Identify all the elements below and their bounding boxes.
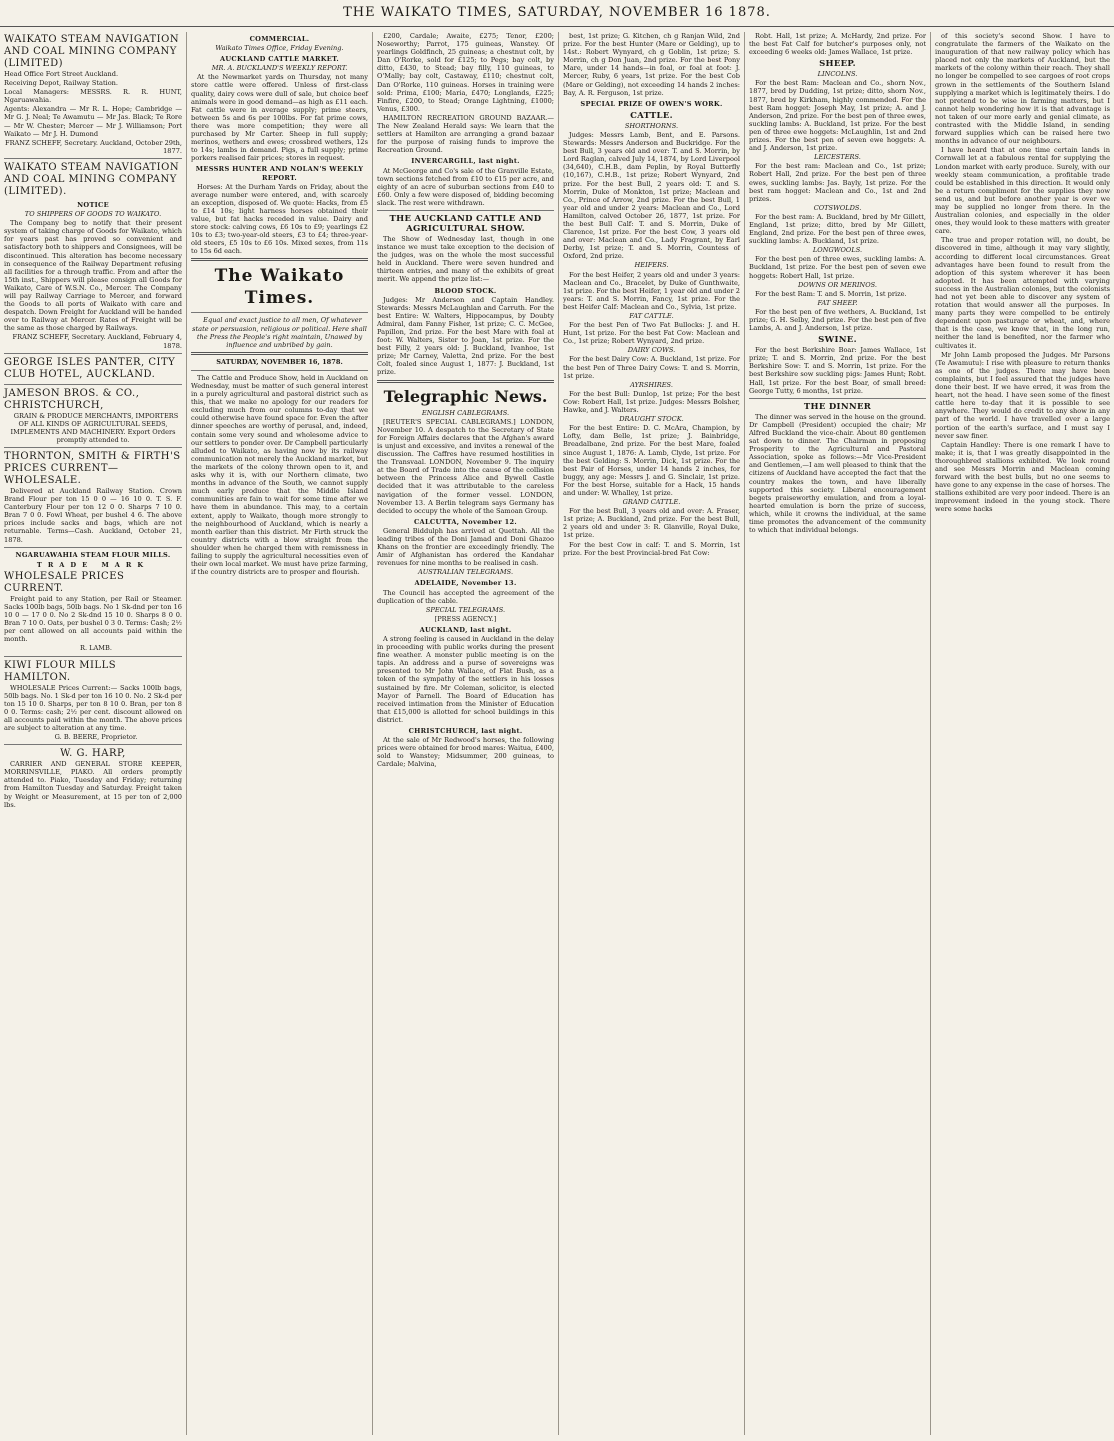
ad-steam-line: Local Managers: MESSRS. R. R. HUNT, Ngaruawahia.	[4, 88, 182, 105]
show-intro: The Show of Wednesday last, though in one instance we must take exception to the decision of the judges, was on the whole the most successful held in Auckland. There were seven hundred and thirteen entries, and many of the exhibits of great merit. We append the prize list:—	[377, 234, 554, 284]
special-prize-heading: SPECIAL PRIZE OF OWEN'S WORK.	[580, 99, 723, 108]
christchurch-body: At the sale of Mr Redwood's horses, the following prices were obtained for brood mares: Waitua, £400, sold to Wanstey; Midsummer, 200 guineas, to Cardale; Malvina,	[377, 736, 554, 769]
fat-cattle-heading: FAT CATTLE.	[629, 312, 674, 320]
cable-heading: ENGLISH CABLEGRAMS.	[421, 408, 510, 417]
ayrshires-heading: AYRSHIRES.	[630, 380, 673, 389]
ad-ngaruawahia-prices-title: WHOLESALE PRICES CURRENT.	[4, 570, 125, 594]
invercargill-heading: INVERCARGILL, last night.	[411, 157, 520, 166]
cable-body: [REUTER'S SPECIAL CABLEGRAMS.] LONDON, November 10. A despatch to the Secretary of State for Foreign Affairs declares that the Afghan's award is unjust and excessive, and invites a renewal of the discussion. The Caffres have resumed hostilities in the Transvaal. LONDON, November 9. The inquiry at the Board of Trade into the cause of the collision between the Princess Alice and Bywell Castle decided that it was attributable to the careless navigation of the former vessel. LONDON, November 13. A Berlin telegram says Germany has decided to occupy the whole of the Samoan Group.	[377, 417, 554, 515]
divider	[4, 158, 182, 159]
cattle-market-heading: AUCKLAND CATTLE MARKET.	[219, 55, 340, 64]
ad-steam-line: Agents: Alexandra — Mr R. L. Hope; Cambridge — Mr G. J. Neal; Te Awamutu — Mr Jas. Black; Te Rore — Mr W. Chester; Mercer — Mr J. Williamson; Port Waikato — Mr J. H. Dumond	[4, 105, 182, 138]
column-sheep-dinner	[744, 32, 930, 1435]
cattle-market-subheading: MR. A. BUCKLAND'S WEEKLY REPORT.	[211, 64, 348, 73]
lincolns-prizes: For the best Ram: Maclean and Co., shorn Nov., 1877, bred by Dudding, 1st prize; ditto, shorn Nov., 1877, bred by Kirkham, highly commended. For the best Ram hogget: Joseph May, 1st prize; A. and J. Anderson, 2nd prize. For the best pen of three ewes, suckling lambs: A. Buckland, 1st prize. For the best pen of three ewe hoggets: McLaughlin, 1st and 2nd prizes. For the best pen of seven ewe hoggets: A. and J. Anderson, 1st prize.	[749, 79, 926, 153]
special-telegrams-heading: SPECIAL TELEGRAMS.	[425, 605, 506, 614]
ad-steam-navigation-title: WAIKATO STEAM NAVIGATION AND COAL MINING COMPANY (LIMITED)	[4, 34, 180, 69]
commercial-heading: COMMERCIAL.	[249, 35, 310, 43]
ad-steam-navigation-2-title: WAIKATO STEAM NAVIGATION AND COAL MINING COMPANY (LIMITED).	[4, 161, 180, 197]
cotswolds-prizes: For the best ram: A. Buckland, bred by Mr Gillett, England, 1st prize; ditto, bred by Mr Gillett, England, 2nd prize. For the best pen of three ewes, suckling lambs: A. Buckland, 1st prize.	[749, 212, 926, 246]
speech-paragraph: Captain Handley: There is one remark I have to make; it is, that I was greatly disappointed in the thoroughbred stallions exhibited. We look round and see Messrs Morrin and Maclean coming forward with the best bulls, but no one seems to have gone to any expense in the case of horses. The stallions exhibited are very poor indeed. There is an improvement indeed in the young stock. There were some hacks	[935, 440, 1110, 514]
calcutta-body: General Biddulph has arrived at Quettah. All the leading tribes of the Doni Jamad and Doni Ghazoo Khans on the frontier are exceedingly friendly. The Amir of Afghanistan has ordered the Kandahar revenues for nine months to be realised in cash.	[377, 526, 554, 568]
masthead: THE WAIKATO TIMES, SATURDAY, NOVEMBER 16 1878.	[0, 0, 1114, 27]
notice-subheading: TO SHIPPERS OF GOODS TO WAIKATO.	[24, 210, 162, 219]
leicesters-heading: LEICESTERS.	[814, 153, 861, 162]
blood-stock-prizes: Judges: Mr Anderson and Captain Handley. Stewards: Messrs McLaughlan and Carruth. For the best Entire: W. Walters, Hippocampus, by Doubty Admiral, dam Fanny Fisher, 1st prize; C. C. McGee, Papillon, 2nd prize. For the best Mare with foal at foot: W. Walters, Sister to Joan, 1st prize. For the best Filly, 2 years old: J. Buckland, Ivanhoe, 1st prize; Mr Carney, Valetta, 2nd prize. For the best Colt, foaled since August 1, 1877: J. Buckland, 1st prize.	[377, 295, 554, 377]
downs-prizes: For the best Ram: T. and S. Morrin, 1st prize.	[755, 289, 907, 298]
heifers-prizes: For the best Heifer, 2 years old and under 3 years: Maclean and Co., Bracelet, by Duke of Gunthwaite, 1st prize. For the best Heifer, 1 year old and under 2 years: T. and S. Morrin, Fancy, 1st prize. For the best Heifer Calf: Maclean and Co., Sylvia, 1st prize.	[563, 270, 740, 311]
horse-report-body: Horses: At the Durham Yards on Friday, about the average number were entered, and, with scarcely an exception, disposed of. We quote: Hacks, from £5 to £14 10s; light harness horses obtained their value, but fat hacks receded in value. Dairy and store stock: calving cows, £6 10s to £9; yearlings £2 10s to £3; two-year-old steers, £3 to £4; three-year-old steers, £5 10s to £6 10s. Mixed sexes, from 11s to 15s 6d each.	[191, 182, 368, 256]
cattle-market-report: At the Newmarket yards on Thursday, not many store cattle were offered. Unless of first-class quality, dairy cows were dull of sale, but choice beef animals were in good demand—as high as £11 each. Fat cattle were in average supply; prime steers, between 5s and 6s per 100lbs. For fat prime cows, there was more competition; they were all purchased by Mr Carter. Sheep in full supply; merinos, wethers and ewes; crossbred wethers, 12s to 14s; lambs in demand. Pigs, a full supply; prime porkers realised fair prices; stores in request.	[191, 73, 368, 163]
notice-heading: NOTICE	[77, 200, 109, 209]
draught-stock-heading: DRAUGHT STOCK.	[619, 415, 684, 424]
speech-paragraph: of this society's second Show. I have to congratulate the farmers of the Waikato on the inauguration of that new railway policy which has placed not only the markets of Auckland, but the markets of the colony within their reach. They shall no longer be compelled to see cargoes of root crops grown in the settlements of the Southern Island supplying a market which is legitimately theirs. I do not pretend to be wise in farming matters, but I cannot help wondering how it is that advantage is not taken of our more early and genial climate, as contrasted with the Middle Island, in sending forward supplies which can be raised here two months in advance of our neighbours.	[935, 32, 1110, 146]
adelaide-body: The Council has accepted the agreement of the duplication of the cable.	[377, 588, 554, 605]
ad-thornton-title: THORNTON, SMITH & FIRTH'S PRICES CURRENT—WHOLESALE.	[4, 451, 181, 486]
fat-calf-prizes: Robt. Hall, 1st prize; A. McHardy, 2nd prize. For the best Fat Calf for butcher's purposes only, not exceeding 6 weeks old: James Wallace, 1st prize.	[749, 32, 926, 57]
fat-sheep-heading: FAT SHEEP.	[817, 298, 858, 307]
ad-ngaruawahia-sign: R. LAMB.	[80, 644, 112, 653]
paper-title: The Waikato Times.	[214, 266, 345, 309]
draught-stock-prizes: For the best Entire: D. C. McAra, Champion, by Lofty, dam Belle, 1st prize; J. Bainbridge, Breadalbane, 2nd prize. For the best Mare, foaled since August 1, 1876: A. Lamb, Clyde, 1st prize. For the best Gelding: S. Morrin, Dick, 1st prize. For the best Pair of Horses, under 14 hands 2 inches, for buggy, any age: Messrs J. and G. Sinclair, 1st prize. For the best Horse, suitable for a Hack, 15 hands and under: W. Whalley, 1st prize.	[563, 424, 740, 497]
ad-harp-body: CARRIER AND GENERAL STORE KEEPER, MORRINSVILLE, PIAKO. All orders promptly attended to. Piako, Tuesday and Friday; returning from Hamilton Tuesday and Saturday. Freight taken by Weight or Measurement, at 15 per ton of 2,000 lbs.	[4, 760, 182, 809]
divider	[4, 447, 182, 448]
ad-ngaruawahia-prices: Freight paid to any Station, per Rail or Steamer. Sacks 100lb bags, 50lb bags. No 1 Sk-dnd per ton 16 10 0 — 17 0 0. No 2 Sk-dnd 15 10 0. Sharps 8 0 0. Bran 7 10 0. Oats, per bushel 0 3 0. Terms: Cash; 2½ per cent allowed on all accounts paid within the month.	[4, 594, 182, 644]
auckland-body: A strong feeling is caused in Auckland in the delay in proceeding with public works during the present fine weather. A monster public meeting is on the tapis. An address and a purse of sovereigns was presented to Mr John Wallace, of Flat Bush, as a token of the sympathy of the settlers in his losses sustained by fire. Mr Coleman, solicitor, is elected Mayor of Parnell. The Board of Education has received intimation from the Minister of Education that £15,000 is allotted for school buildings in this district.	[377, 635, 554, 724]
ad-ngaruawahia-title: NGARUAWAHIA STEAM FLOUR MILLS.	[15, 550, 171, 559]
dinner-heading: THE DINNER	[803, 401, 872, 412]
grand-cattle-prizes: For the best Bull, 3 years old and over: A. Fraser, 1st prize; A. Buckland, 2nd prize. For the best Bull, 2 years old and under 3: R. Glanville, Royal Duke, 1st prize.	[563, 507, 740, 540]
hamilton-bazaar: HAMILTON RECREATION GROUND BAZAAR.—The New Zealand Herald says: We learn that the settlers at Hamilton are arranging a grand bazaar for the purpose of raising funds to improve the Recreation Ground.	[377, 113, 554, 155]
divider	[191, 312, 368, 313]
swine-prizes: For the best Berkshire Boar: James Wallace, 1st prize; T. and S. Morrin, 2nd prize. For the best Berkshire Sow: T. and S. Morrin, 1st prize. For the best Berkshire sow suckling pigs: James Hunt; Robt. Hall, 1st prize. For the best Boar, of small breed: George Tutty, 6 months, 1st prize.	[749, 346, 926, 395]
ad-thornton-body: Delivered at Auckland Railway Station. Crown Brand Flour per ton 15 0 0 — 16 10 0. T. S. F. Canterbury Flour per ton 12 0 0. Sharps 7 10 0. Bran 7 0 0. Fowl Wheat, per bushel 4 6. The above prices include sacks and bags, which are not returnable. Terms—Cash. Auckland, October 21, 1878.	[4, 487, 182, 544]
editorial-body: The Cattle and Produce Show, held in Auckland on Wednesday, must be matter of such general interest in a purely agricultural and pastoral district such as this, that we make no apology for our readers for excluding much from our columns to-day that we could otherwise have found space for. Even the after dinner speeches are worthy of perusal, and, indeed, contain some very sound and wholesome advice to our settlers to ponder over. Dr Campbell particularly alluded to Waikato, as having now by its railway communication not merely the Auckland market, but the markets of the colony thrown open to it, and asks why it is, with our Northern climate, two months in advance of the South, we cannot supply much early produce that the Middle Island communities are fain to wait for some time after we have them in abundance. This may, to a certain extent, apply to Waikato, though more strongly to the neighbourhood of Auckland, which is nearly a month earlier than this district. Mr Firth struck the country districts with a blow straight from the shoulder when he charged them with remissness in failing to supply the agricultural necessities even of their own local market. We must have prize farming, if the country districts are to prosper and flourish.	[191, 373, 368, 577]
blood-stock-heading: BLOOD STOCK.	[434, 286, 497, 295]
divider	[191, 370, 368, 371]
cattle-prizes: Judges: Messrs Lamb, Bent, and E. Parsons. Stewards: Messrs Anderson and Buckridge. For the best Bull, 3 years old and over: T. and S. Morrin, by Lord Raglan, calved July 14, 1874, by Lord Liverpool (34,640), C.H.B., dam Peplin, by Royal Butterfly (10,167), C.H.B., 1st prize; Robert Wynyard, 2nd prize. For the best Bull, 2 years old: T. and S. Morrin, Duke of Monkton, 1st prize; Maclean and Co., Prince of Arrow, 2nd prize. For the best Bull, 1 year old and under 2 years: Maclean and Co., Lord Hamilton, calved October 26, 1877, 1st prize. For the best Bull Calf: T. and S. Morrin, Duke of Clarence, 1st prize. For the best Cow, 3 years old and over: Maclean and Co., Lady Fragrant, by Earl Derby, 1st prize; T. and S. Morrin, Countess of Oxford, 2nd prize.	[563, 130, 741, 261]
invercargill-body: At McGeorge and Co's sale of the Granville Estate, town sections fetched from £10 to £15 per acre, and eighty of an acre of suburban sections from £40 to £60. Only a few were disposed of, bidding becoming slack. The rest were withdrawn.	[377, 166, 554, 207]
longwools-heading: LONGWOOLS.	[812, 246, 863, 255]
notice-body: The Company beg to notify that their present system of taking charge of Goods for Waikato, which for years past has proved so convenient and satisfactory both to shippers and Consignees, will be discontinued. This alteration has become necessary in consequence of the Railway Department refusing all facilities for a through traffic. From and after the 15th inst., Shippers will please consign all Goods for Waikato, Care of W.S.N. Co., Mercer. The Company will pay Railway Carriage to Mercer, and forward the Goods to all ports of Waikato with care and despatch. Down Freight for Auckland will be handed over to Railway at Mercer. Rates of Freight will be the same as those charged by Railways.	[4, 219, 182, 333]
fat-sheep-prizes: For the best pen of five wethers, A. Buckland, 1st prize; G. H. Selby, 2nd prize. For the best pen of five Lambs, A. and J. Anderson, 1st prize.	[749, 307, 926, 333]
prize-list-continued: best, 1st prize; G. Kitchen, ch g Ranjan Wild, 2nd prize. For the best Hunter (Mare or Gelding), up to 14st.: Robert Wynyard, ch g Goblin, 1st prize; S. Morrin, ch g Don Juan, 2nd prize. For the best Pony Mare, under 14 hands—in foal, or foal at foot: J. Mercer, Ruby, 6 years, 1st prize. For the best Cob (Mare or Gelding), not exceeding 14 hands 2 inches: Bay, A. R. Ferguson, 1st prize.	[563, 32, 740, 97]
divider	[4, 656, 182, 657]
horse-report-heading: MESSRS HUNTER AND NOLAN'S WEEKLY REPORT.	[195, 165, 364, 182]
christchurch-heading: CHRISTCHURCH, last night.	[408, 727, 523, 736]
australian-telegrams-heading: AUSTRALIAN TELEGRAMS.	[417, 568, 514, 577]
press-agency-label: [PRESS AGENCY.]	[434, 614, 497, 623]
divider	[4, 353, 182, 354]
ad-steam-line: Receiving Depot, Railway Station.	[4, 79, 119, 88]
divider	[377, 210, 554, 211]
column-commercial-editorial	[186, 32, 372, 1435]
divider	[4, 744, 182, 745]
dinner-report: The dinner was served in the house on the ground. Dr Campbell (President) occupied the chair; Mr Alfred Buckland the vice-chair. About 80 gentlemen sat down to dinner. The Chairman in proposing Prosperity to the Agricultural and Pastoral Association, spoke as follows:—Mr Vice-President and Gentlemen,—I am well pleased to think that the citizens of Auckland have accepted the fact that the country makes the town, and have liberally supported this society. Liberal encouragement begets praiseworthy emulation, and from a loyal-hearted emulation is born the prize of success, which, while it crowns the individual, at the same time promotes the advancement of the community to which that individual belongs.	[749, 412, 926, 535]
divider	[377, 380, 554, 383]
ad-kiwi-body: WHOLESALE Prices Current:— Sacks 100lb bags, 50lb bags. No. 1 Sk-d per ton 16 10 0. No. 2 Sk-d per ton 15 10 0. Sharps, per ton 8 10 0. Bran, per ton 8 0 0. Terms: cash; 2½ per cent. discount allowed on all accounts paid within the month. The above prices are subject to alteration at any time.	[4, 683, 182, 732]
auction-report: £200, Cardale; Awaite, £275; Tenor, £200; Noseworthy; Parrot, 175 guineas, Wanstey. Of yearlings Goldfinch, 25 guineas; a chestnut colt, by Dan O'Rorke, sold for £125; to Pegs; bay colt, by ditto, £430, to Stead; bay filly, 110 guineas, to O'Mally; bay colt, Castaway, £110; chestnut colt, Dan O'Rorke, 110 guineas. Horses in training were sold: Prima, £100; Maria, £470; Longlands, £225; Finfire, £200, to Stead; Orange Lightning, £1000; Venus, £300.	[377, 32, 554, 113]
divider	[4, 547, 182, 548]
dairy-cows-prizes: For the best Dairy Cow: A. Buckland, 1st prize. For the best Pen of Three Dairy Cows: T. and S. Morrin, 1st prize.	[563, 355, 740, 380]
commercial-subheading: Waikato Times Office, Friday Evening.	[215, 44, 344, 53]
divider	[749, 398, 926, 399]
notice-signature: FRANZ SCHEFF, Secretary. Auckland, February 4, 1878.	[12, 333, 182, 350]
ad-kiwi-title: KIWI FLOUR MILLS HAMILTON.	[4, 659, 117, 683]
divider	[191, 352, 368, 355]
column-telegraphic-news	[372, 32, 558, 1435]
lincolns-heading: LINCOLNS.	[817, 70, 858, 79]
trade-mark-label: TRADE MARK	[36, 560, 150, 569]
adelaide-heading: ADELAIDE, November 13.	[414, 579, 517, 588]
show-heading: THE AUCKLAND CATTLE AND AGRICULTURAL SHOW.	[389, 213, 542, 234]
ad-steam-line: Head Office Fort Street Auckland.	[4, 70, 119, 78]
fat-cattle-prizes: For the best Pen of Two Fat Bullocks: J. and H. Hunt, 1st prize. For the best Fat Cow: Maclean and Co., 1st prize; Robert Wynyard, 2nd prize.	[563, 321, 740, 346]
column-speeches	[930, 32, 1114, 1435]
column-advertisements	[0, 32, 186, 1435]
issue-date: SATURDAY, NOVEMBER 16, 1878.	[216, 357, 343, 366]
swine-heading: SWINE.	[818, 335, 857, 346]
longwools-prizes: For the best pen of three ewes, suckling lambs: A. Buckland, 1st prize. For the best pen of seven ewe hoggets: Robert Hall, 1st prize.	[749, 255, 926, 280]
ad-harp-title: W. G. HARP,	[60, 748, 126, 760]
cow-prizes: For the best Cow in calf: T. and S. Morrin, 1st prize. For the best Provincial-bred Fat Cow:	[563, 540, 740, 557]
speech-paragraph: Mr John Lamb proposed the Judges. Mr Parsons (Te Awamutu): I rise with pleasure to return thanks as one of the judges. There may have been complaints, but I feel assured that the judges have done their best. If we have erred, it was from the heart, not the head. I have seen some of the finest cattle here to-day that it is possible to see anywhere. They would do credit to any show in any part of the world. I have travelled over a large portion of the earth's surface, and I must say I never saw finer.	[935, 350, 1110, 440]
calcutta-heading: CALCUTTA, November 12.	[414, 517, 517, 526]
ad-steam-line: FRANZ SCHEFF, Secretary. Auckland, October 29th, 1877.	[5, 138, 182, 155]
leicesters-prizes: For the best ram: Maclean and Co., 1st prize; Robert Hall, 2nd prize. For the best pen of three ewes, suckling lambs: Jas. Bayly, 1st prize. For the best ram hogget: Maclean and Co., 1st and 2nd prizes.	[749, 162, 926, 203]
ad-hotel-title: GEORGE ISLES PANTER, CITY CLUB HOTEL, AUCKLAND.	[4, 356, 176, 380]
ayrshires-prizes: For the best Bull: Dunlop, 1st prize; For the best Cow: Robert Hall, 1st prize. Judges: Messrs Bolsher, Hawke, and J. Walters.	[563, 389, 740, 415]
ad-jameson-body: GRAIN & PRODUCE MERCHANTS, IMPORTERS OF ALL KINDS OF AGRICULTURAL SEEDS, IMPLEMENTS AND MACHINERY. Export Orders promptly attended to.	[10, 411, 179, 444]
cattle-heading: CATTLE.	[630, 110, 673, 121]
auckland-heading: AUCKLAND, last night.	[419, 625, 512, 634]
speech-paragraph: The true and proper rotation will, no doubt, be discovered in time, although it may vary slightly, according to different local circumstances. Great advantages have been found to result from the adoption of this system wherever it has been adopted. It has been attempted with varying success in the Australian colonies, but the colonists had not yet been able to discover any system of rotation that would answer all the purposes. In many parts they were compelled to be entirely dependent upon pasturage or wheat, and, where that is the case, we know that, in the long run, neither the land is benefited, nor the farmer who cultivates it.	[935, 236, 1110, 350]
cotswolds-heading: COTSWOLDS.	[813, 203, 862, 212]
ad-kiwi-sign: G. B. BEERE, Proprietor.	[54, 733, 138, 742]
divider	[191, 258, 368, 261]
telegraphic-news-title: Telegraphic News.	[383, 386, 548, 406]
grand-cattle-heading: GRAND CATTLE.	[622, 498, 681, 507]
dairy-cows-heading: DAIRY COWS.	[627, 346, 676, 355]
sheep-heading: SHEEP.	[819, 59, 856, 70]
downs-heading: DOWNS OR MERINOS.	[797, 280, 877, 289]
shorthorns-heading: SHORTHORNS.	[624, 121, 679, 130]
paper-motto: Equal and exact justice to all men, Of whatever state or persuasion, religious or political. Here shall the Press the People's right maintain, Unawed by influence and unbribed by gain.	[192, 316, 367, 349]
ad-jameson-title: JAMESON BROS. & CO., CHRISTCHURCH,	[4, 387, 140, 411]
speech-paragraph: I have heard that at one time certain lands in Cornwall let at a fabulous rental for supplying the London market with early produce. Surely, with our weekly steam communication, a profitable trade could be established in this direction. It would only be a return compliment for the supplies they now send us, and but before another year is over we may be supplied no longer from there. In the Australian colonies, and especially in the older ones, they would look to these matters with greater care.	[935, 146, 1110, 236]
column-prize-list	[558, 32, 744, 1435]
divider	[4, 384, 182, 385]
heifers-heading: HEIFERS.	[634, 261, 669, 270]
